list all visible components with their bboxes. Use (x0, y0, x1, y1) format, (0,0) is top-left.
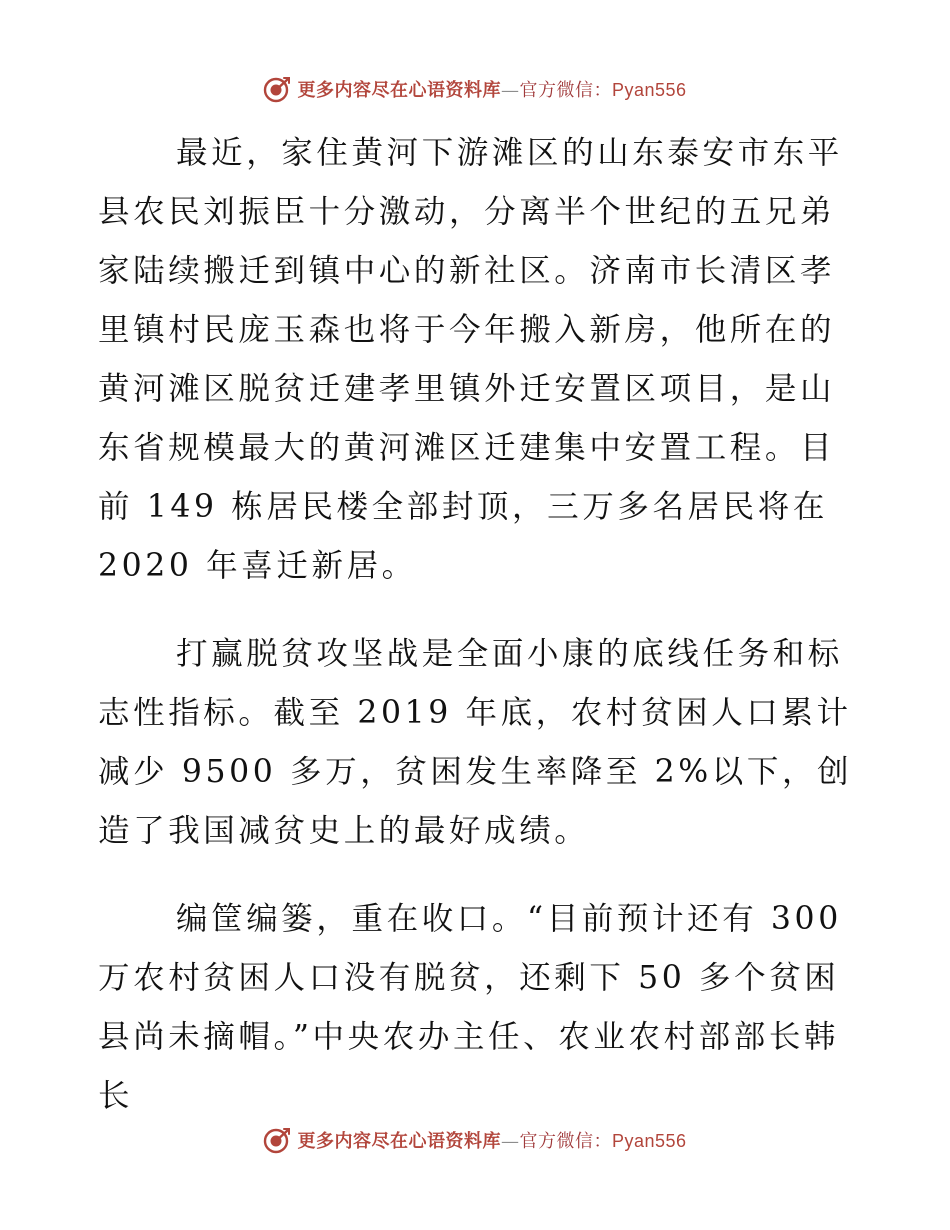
footer-banner (0, 1125, 950, 1155)
banner-label: 官方微信： (519, 80, 612, 101)
paragraph-2: 打赢脱贫攻坚战是全面小康的底线任务和标志性指标。截至 2019 年底，农村贫困人口累计减少 9500 多万，贫困发生率降至 2%以下，创造了我国减贫史上的最好成绩。 (98, 636, 853, 849)
paragraph-1: 最近，家住黄河下游滩区的山东泰安市东平县农民刘振臣十分激动，分离半个世纪的五兄弟家陆续搬迁到镇中心的新社区。济南市长清区孝里镇村民庞玉森也将于今年搬入新房，他所在的黄河滩区脱贫迁建孝里镇外迁安置区项目，是山东省规模最大的黄河滩区迁建集中安置工程。目前 149 栋居民楼全部封顶，三万多名居民将在 2020 年喜迁新居。 (98, 135, 843, 584)
logo-icon (263, 75, 291, 103)
banner-account: Pyan556 (611, 80, 687, 100)
document-body (98, 124, 858, 1126)
paragraph-3: 编筐编篓，重在收口。“目前预计还有 300 万农村贫困人口没有脱贫，还剩下 50 多个贫困县尚未摘帽。”中央农办主任、农业农村部部长韩长 (98, 901, 842, 1114)
banner-brand: 更多内容尽在心语资料库 (297, 1131, 501, 1152)
banner-brand: 更多内容尽在心语资料库 (297, 80, 501, 101)
banner-label: 官方微信： (519, 1131, 612, 1152)
banner-dash: — (500, 80, 520, 101)
banner-account: Pyan556 (611, 1131, 687, 1151)
banner-dash: — (500, 1131, 520, 1152)
header-banner (0, 74, 950, 104)
logo-icon (263, 1126, 291, 1154)
